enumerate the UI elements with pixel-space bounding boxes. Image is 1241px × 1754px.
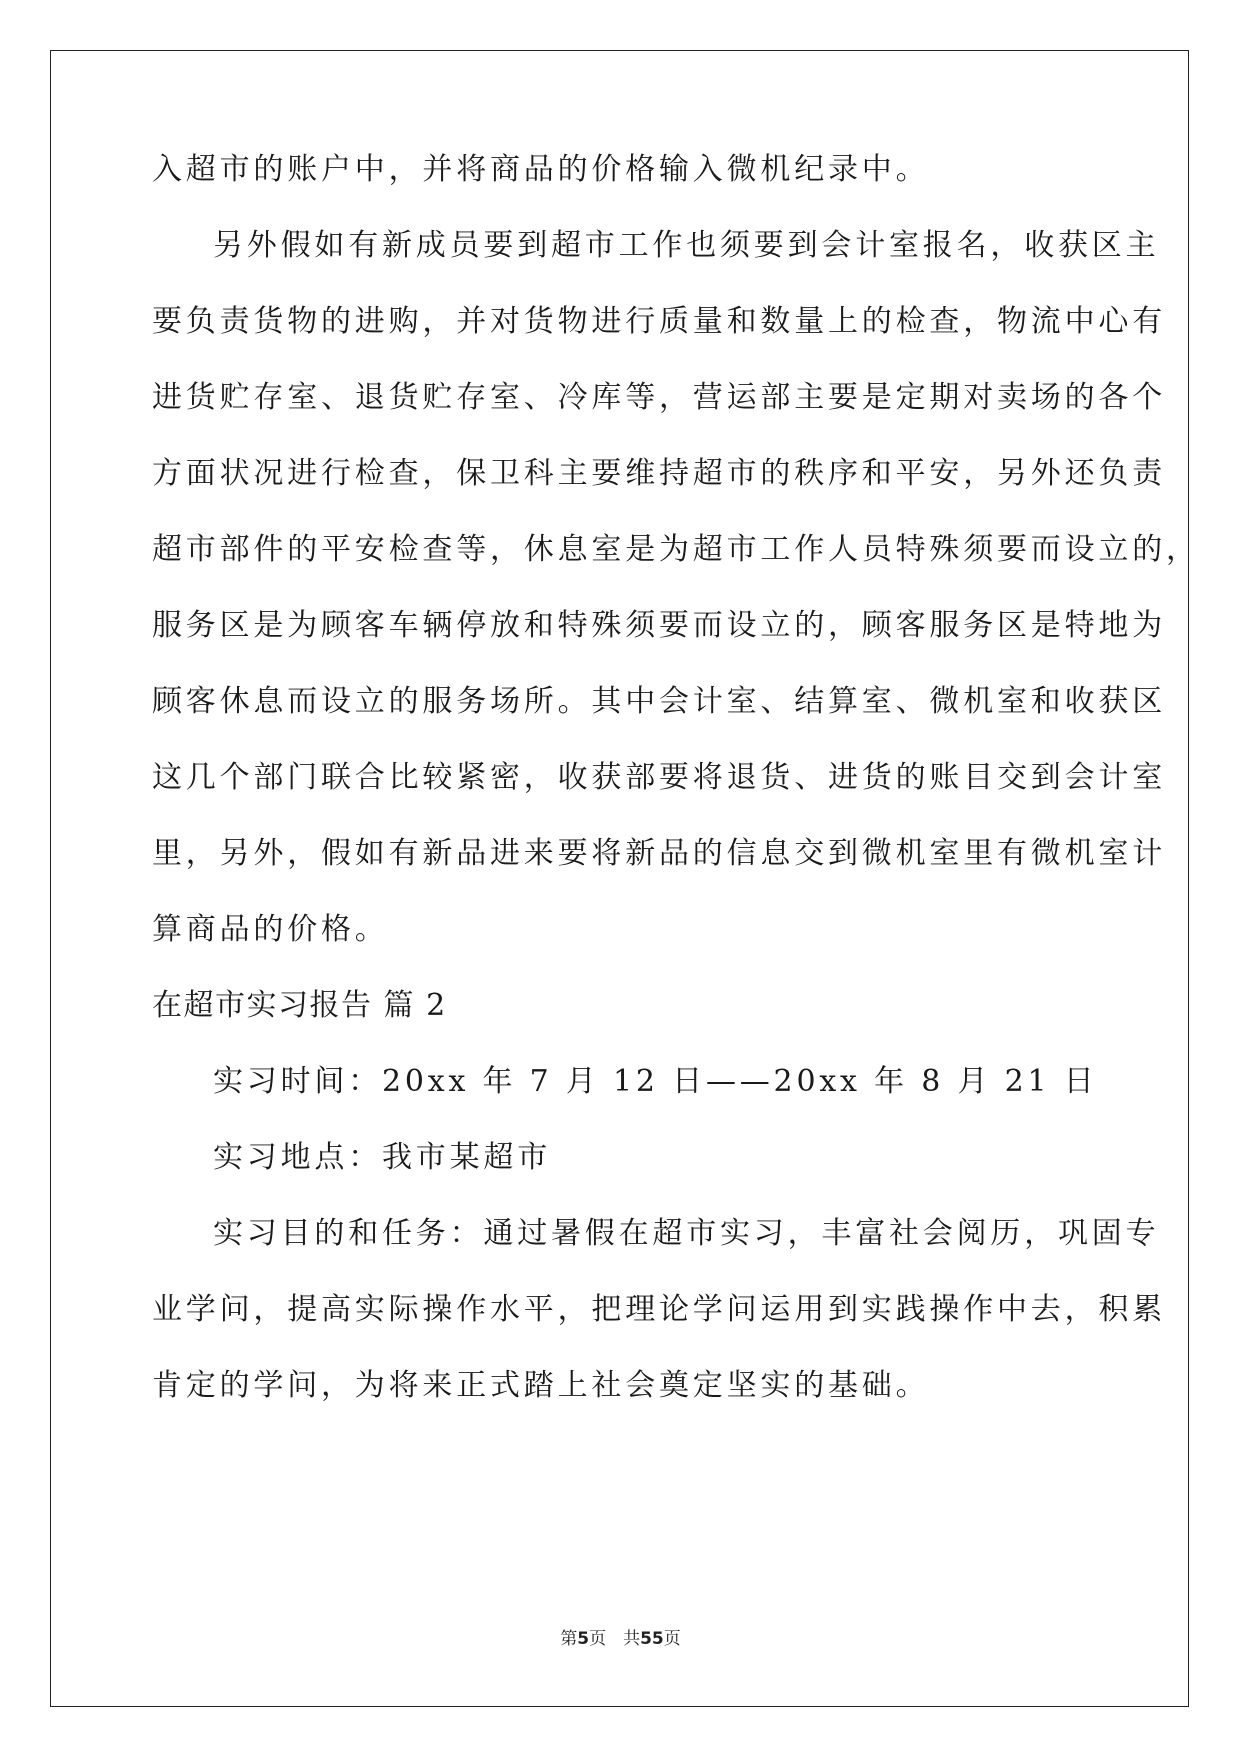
paragraph-line: 超市部件的平安检查等，休息室是为超市工作人员特殊须要而设立的， <box>152 532 1200 567</box>
paragraph-line: 实习地点：我市某超市 <box>213 1140 551 1175</box>
paragraph-line: 算商品的价格。 <box>152 912 389 947</box>
page-border <box>50 50 1189 1707</box>
paragraph-line: 入超市的账户中，并将商品的价格输入微机纪录中。 <box>152 152 930 187</box>
paragraph-line: 实习时间：20xx 年 7 月 12 日——20xx 年 8 月 21 日 <box>213 1064 1098 1099</box>
paragraph-line: 服务区是为顾客车辆停放和特殊须要而设立的，顾客服务区是特地为 <box>152 608 1166 643</box>
paragraph-line: 业学问，提高实际操作水平，把理论学问运用到实践操作中去，积累 <box>152 1292 1166 1327</box>
section-heading: 在超市实习报告 篇 2 <box>152 988 447 1023</box>
page-current: 5 <box>577 1629 590 1649</box>
paragraph-line: 实习目的和任务：通过暑假在超市实习，丰富社会阅历，巩固专 <box>213 1216 1160 1251</box>
paragraph-line: 进货贮存室、退货贮存室、冷库等，营运部主要是定期对卖场的各个 <box>152 380 1166 415</box>
page-prefix: 第 <box>560 1629 578 1649</box>
page-total: 55 <box>640 1629 664 1649</box>
paragraph-line: 方面状况进行检查，保卫科主要维持超市的秩序和平安，另外还负责 <box>152 456 1166 491</box>
paragraph-line: 这几个部门联合比较紧密，收获部要将退货、进货的账目交到会计室 <box>152 760 1166 795</box>
paragraph-line: 要负责货物的进购，并对货物进行质量和数量上的检查，物流中心有 <box>152 304 1166 339</box>
paragraph-line: 里，另外，假如有新品进来要将新品的信息交到微机室里有微机室计 <box>152 836 1166 871</box>
paragraph-line: 另外假如有新成员要到超市工作也须要到会计室报名，收获区主 <box>213 228 1160 263</box>
paragraph-line: 顾客休息而设立的服务场所。其中会计室、结算室、微机室和收获区 <box>152 684 1166 719</box>
paragraph-line: 肯定的学问，为将来正式踏上社会奠定坚实的基础。 <box>152 1368 930 1403</box>
page-mid: 页 共 <box>589 1629 641 1649</box>
page-suffix: 页 <box>663 1629 681 1649</box>
page-footer <box>0 1624 1241 1649</box>
